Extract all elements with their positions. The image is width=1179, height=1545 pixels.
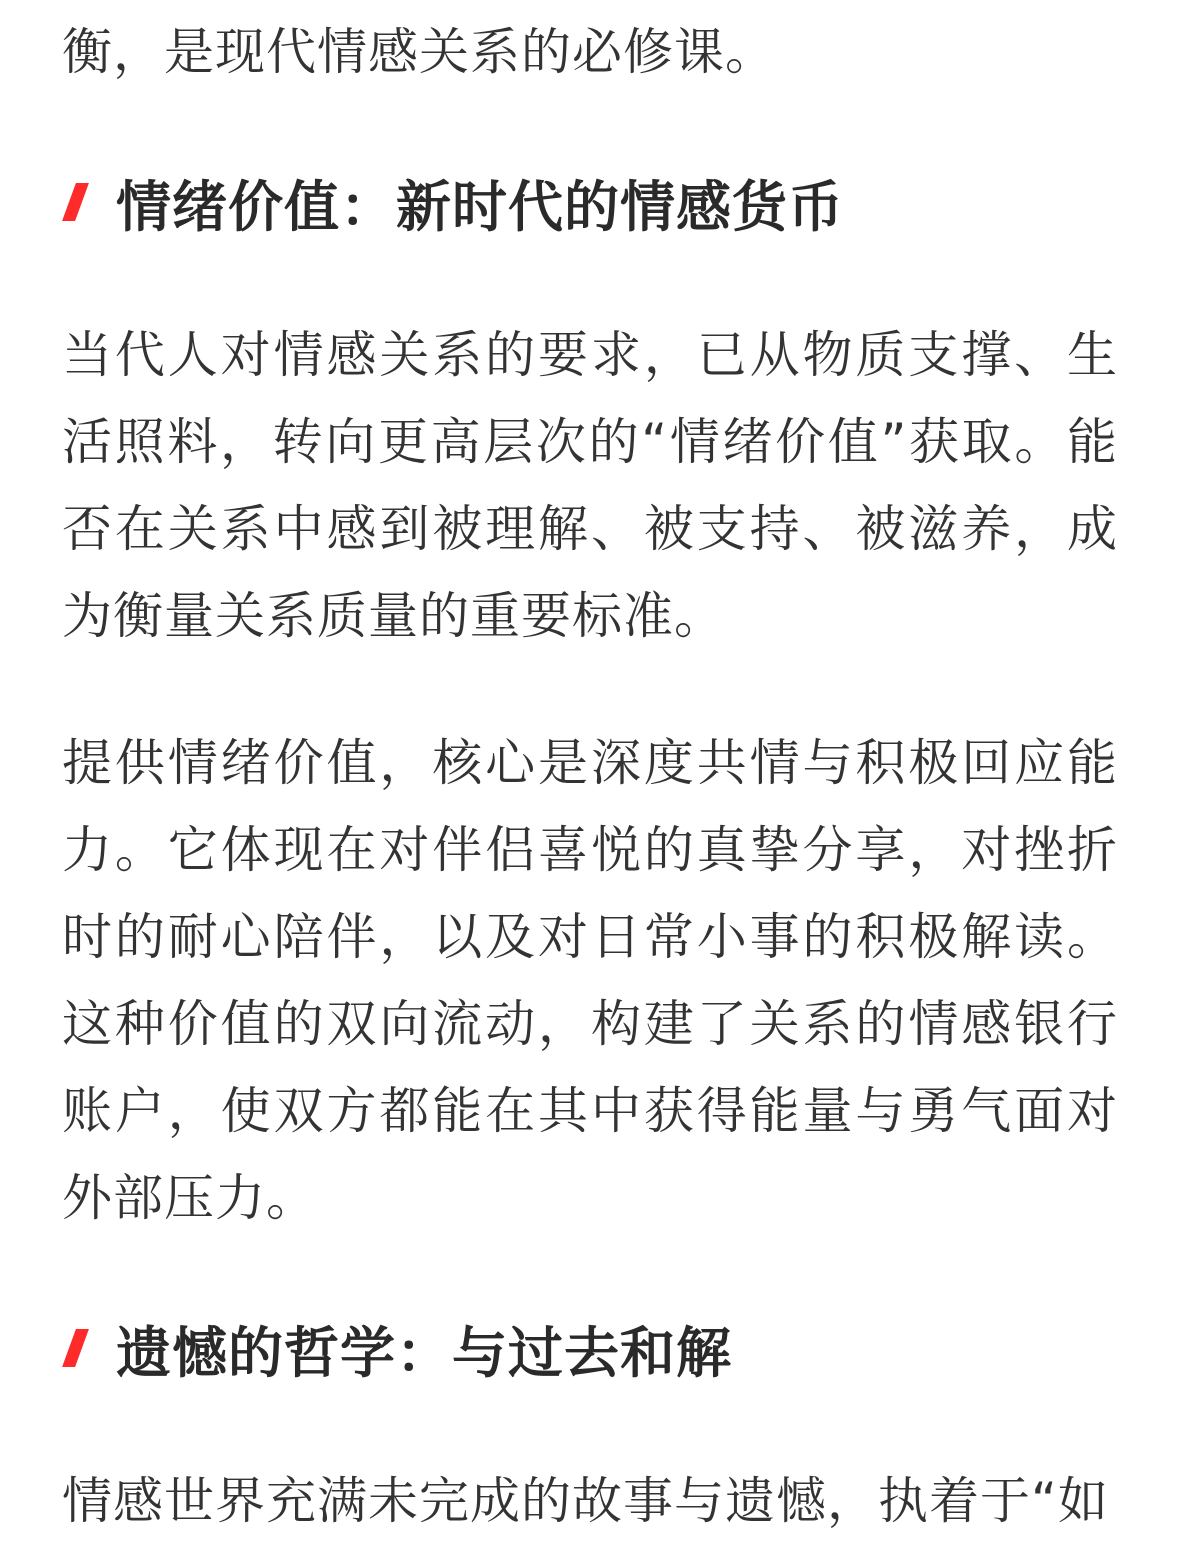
heading-accent-mark — [62, 1329, 89, 1367]
section2-paragraph-1-block — [62, 1458, 1118, 1545]
section-heading-emotional-value — [62, 172, 845, 239]
heading-accent-mark — [62, 183, 89, 221]
section1-paragraph-1: 当代人对情感关系的要求，已从物质支撑、生活照料，转向更高层次的“情绪价值”获取。能否在关系中感到被理解、被支持、被滋养，成为衡量关系质量的重要标准。 — [62, 326, 1118, 645]
section-heading-text: 情绪价值：新时代的情感货币 — [116, 174, 845, 239]
section1-paragraph-2: 提供情绪价值，核心是深度共情与积极回应能力。它体现在对伴侣喜悦的真挚分享，对挫折时的耐心陪伴，以及对日常小事的积极解读。这种价值的双向流动，构建了关系的情感银行账户，使双方都能在其中获得能量与勇气面对外部压力。 — [62, 734, 1118, 1227]
section2-paragraph-1-partial: 情感世界充满未完成的故事与遗憾，执着于“如 — [62, 1472, 1109, 1530]
section1-paragraph-2-block — [62, 720, 1118, 1242]
section-heading-regret-philosophy — [62, 1318, 733, 1385]
section-heading-text: 遗憾的哲学：与过去和解 — [116, 1320, 733, 1385]
intro-paragraph-tail: 衡，是现代情感关系的必修课。 — [62, 23, 776, 81]
section1-paragraph-1-block — [62, 312, 1118, 660]
